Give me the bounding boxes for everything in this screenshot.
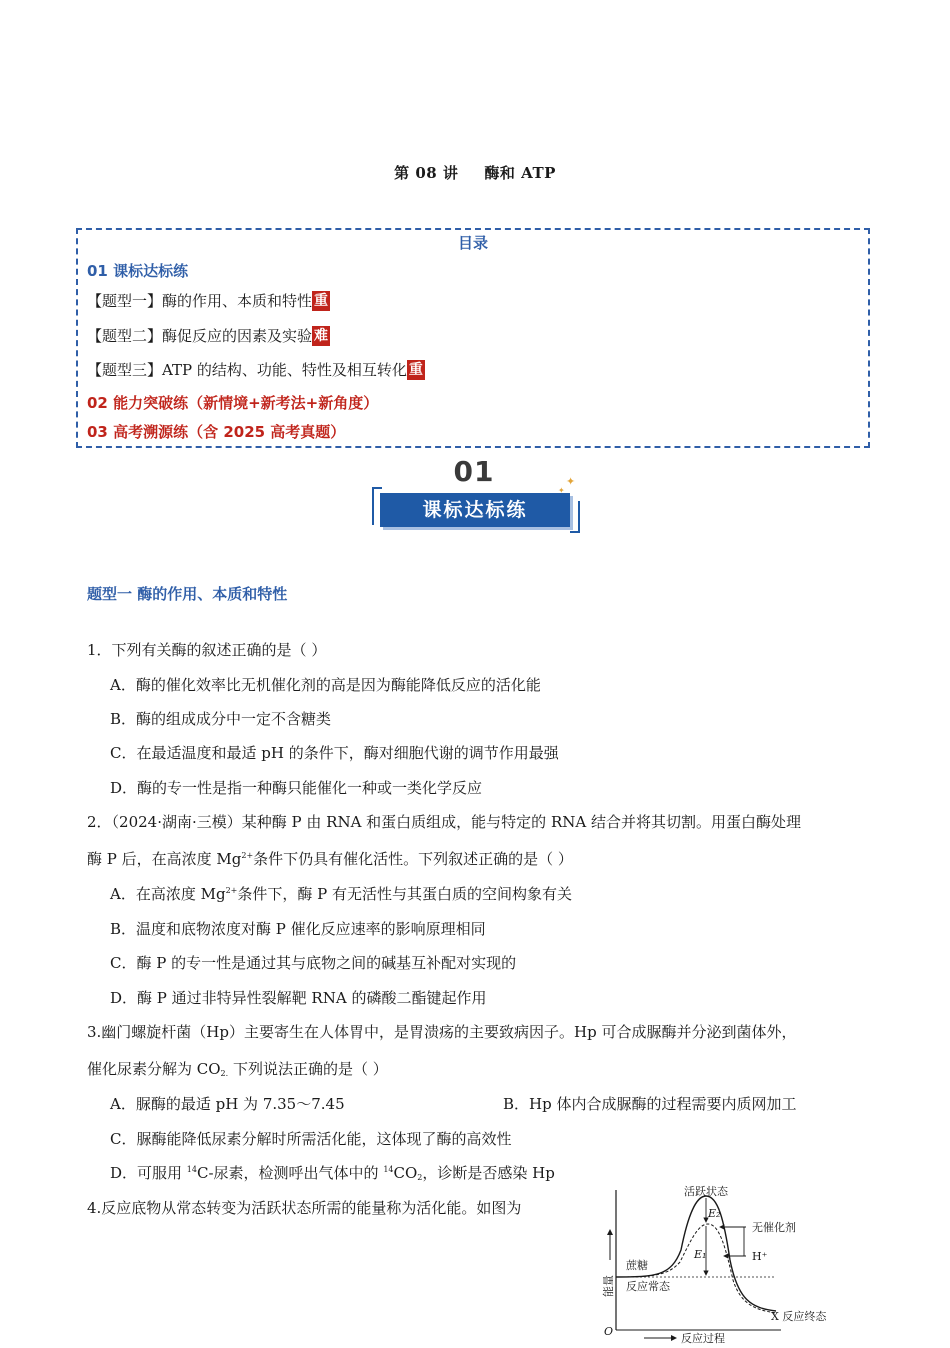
subscript: 2 [417, 1173, 423, 1182]
toc-section-2[interactable] [87, 392, 378, 413]
toc-heading: 目录 [457, 234, 488, 252]
question-3-option-c[interactable]: C．脲酶能降低尿素分解时所需活化能，这体现了酶的高效性 [110, 1130, 512, 1148]
label-sucrose: 蔗糖 [626, 1259, 648, 1272]
sparkle-icon: ✦ [566, 475, 576, 488]
option-text: 条件下，酶 P 有无活性与其蛋白质的空间构象有关 [237, 885, 572, 903]
question-type-title: 题型一 酶的作用、本质和特性 [87, 585, 288, 603]
question-3-option-b[interactable]: B．Hp 体内合成脲酶的过程需要内质网加工 [503, 1095, 797, 1113]
lecture-number: 第 08 讲 [394, 164, 459, 182]
option-text: C-尿素，检测呼出气体中的 [196, 1164, 384, 1182]
toc-type-3-label: 【题型三】ATP 的结构、功能、特性及相互转化 [87, 361, 407, 379]
label-x-axis: 反应过程 [681, 1332, 725, 1344]
superscript: 14 [383, 1165, 394, 1174]
question-1-option-b[interactable]: B．酶的组成成分中一定不含糖类 [110, 710, 332, 728]
question-1-option-d[interactable]: D．酶的专一性是指一种酶只能催化一种或一类化学反应 [110, 779, 483, 797]
energy-diagram [596, 1180, 856, 1344]
question-1-option-a[interactable]: A．酶的催化效率比无机催化剂的高是因为酶能降低反应的活化能 [110, 676, 541, 694]
toc-type-2[interactable] [87, 325, 330, 346]
banner-number: 01 [453, 455, 495, 488]
label-origin: O [604, 1325, 614, 1338]
toc-type-3[interactable] [87, 359, 425, 380]
toc-type-1[interactable] [87, 290, 330, 311]
question-3-stem-part: 下列说法正确的是（ ） [228, 1060, 388, 1078]
question-3-stem-cont [87, 1058, 388, 1079]
option-text: ，诊断是否感染 Hp [422, 1164, 555, 1182]
question-2-stem: 2．（2024·湖南·三模）某种酶 P 由 RNA 和蛋白质组成，能与特定的 RNA 结合并将其切割。用蛋白酶处理 [87, 813, 801, 831]
label-active-state: 活跃状态 [684, 1185, 728, 1198]
toc-section-3-label: 03 高考溯源练（含 2025 高考真题） [87, 423, 346, 441]
superscript: 2+ [241, 851, 254, 860]
activation-energy-figure [596, 1180, 856, 1344]
importance-badge: 重 [408, 362, 423, 378]
banner-label: 课标达标练 [380, 493, 570, 527]
question-1-option-c[interactable]: C．在最适温度和最适 pH 的条件下，酶对细胞代谢的调节作用最强 [110, 744, 559, 762]
page-title [0, 162, 950, 183]
label-y-axis: 能量 [602, 1275, 615, 1297]
importance-badge: 重 [314, 293, 329, 309]
question-2-option-c[interactable]: C．酶 P 的专一性是通过其与底物之间的碱基互补配对实现的 [110, 954, 517, 972]
banner-bracket-right [570, 501, 580, 533]
label-end-state: X 反应终态 [771, 1310, 827, 1323]
question-1-stem: 1．下列有关酶的叙述正确的是（ ） [87, 641, 327, 659]
question-3-stem-part: 催化尿素分解为 CO [87, 1060, 221, 1078]
section-banner [368, 455, 580, 535]
toc-section-1[interactable]: 01 课标达标练 [87, 262, 189, 280]
toc-type-2-label: 【题型二】酶促反应的因素及实验 [87, 327, 313, 345]
superscript: 2+ [225, 886, 238, 895]
question-2-option-d[interactable]: D．酶 P 通过非特异性裂解靶 RNA 的磷酸二酯键起作用 [110, 989, 487, 1007]
question-2-stem-part: 条件下仍具有催化活性。下列叙述正确的是（ ） [253, 850, 573, 868]
label-no-catalyst: 无催化剂 [752, 1221, 796, 1234]
sparkle-icon: ✦ [558, 486, 565, 495]
question-4-stem: 4.反应底物从常态转变为活跃状态所需的能量称为活化能。如图为 [87, 1199, 522, 1217]
question-2-stem-cont [87, 848, 573, 869]
question-2-option-a[interactable] [110, 883, 572, 904]
question-3-option-a[interactable]: A．脲酶的最适 pH 为 7.35～7.45 [110, 1095, 345, 1113]
option-text: CO [393, 1164, 418, 1182]
label-e1: E₁ [694, 1248, 707, 1261]
option-text: A．在高浓度 Mg [110, 885, 226, 903]
table-of-contents [76, 228, 870, 448]
toc-section-2-label: 02 能力突破练（新情境+新考法+新角度） [87, 394, 379, 412]
label-h-plus: H⁺ [752, 1250, 768, 1263]
question-3-option-d[interactable] [110, 1162, 555, 1183]
question-2-option-b[interactable]: B．温度和底物浓度对酶 P 催化反应速率的影响原理相同 [110, 920, 486, 938]
option-text: D．可服用 [110, 1164, 187, 1182]
label-normal-state: 反应常态 [626, 1280, 670, 1293]
question-3-stem: 3.幽门螺旋杆菌（Hp）主要寄生在人体胃中，是胃溃疡的主要致病因子。Hp 可合成脲酶并分泌到菌体外， [87, 1023, 797, 1041]
question-2-stem-part: 酶 P 后，在高浓度 Mg [87, 850, 242, 868]
label-e2: E₂ [708, 1207, 721, 1220]
toc-section-3[interactable] [87, 421, 345, 442]
superscript: 14 [186, 1165, 197, 1174]
lecture-topic: 酶和 ATP [484, 164, 556, 182]
subscript: 2. [220, 1069, 229, 1078]
toc-type-1-label: 【题型一】酶的作用、本质和特性 [87, 292, 313, 310]
difficulty-badge: 难 [314, 328, 329, 344]
